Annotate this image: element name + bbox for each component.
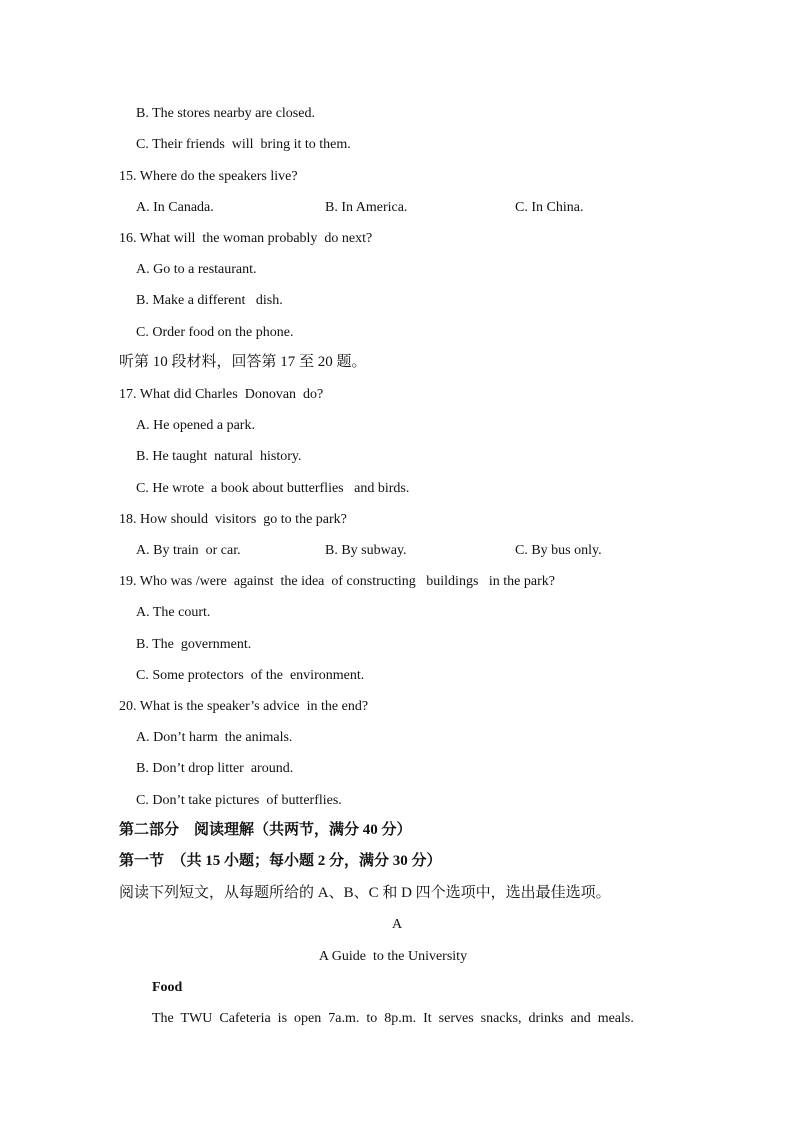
q19-stem: 19. Who was /were against the idea of constructing buildings in the park? <box>119 574 555 589</box>
q16-option-a: A. Go to a restaurant. <box>136 262 257 277</box>
section-note-10: 听第 10 段材料，回答第 17 至 20 题。 <box>119 354 367 370</box>
q19-option-b: B. The government. <box>136 637 252 652</box>
passage-title: A Guide to the University <box>318 949 468 964</box>
q17-option-c: C. He wrote a book about butterflies and birds. <box>136 481 410 496</box>
q18-stem: 18. How should visitors go to the park? <box>119 512 347 527</box>
q14-option-b: B. The stores nearby are closed. <box>136 106 315 121</box>
q16-option-b: B. Make a different dish. <box>136 293 283 308</box>
q19-option-a: A. The court. <box>136 605 211 620</box>
q15-option-c: C. In China. <box>515 200 584 215</box>
q17-option-a: A. He opened a park. <box>136 418 255 433</box>
passage-subheading: Food <box>152 980 183 995</box>
passage-letter: A <box>391 917 403 932</box>
q15-stem: 15. Where do the speakers live? <box>119 169 298 184</box>
q14-option-c: C. Their friends will bring it to them. <box>136 137 351 152</box>
q18-option-b: B. By subway. <box>325 543 407 558</box>
q18-option-c: C. By bus only. <box>515 543 602 558</box>
q16-stem: 16. What will the woman probably do next? <box>119 231 373 246</box>
q16-option-c: C. Order food on the phone. <box>136 325 294 340</box>
q20-stem: 20. What is the speaker’s advice in the end? <box>119 699 369 714</box>
q17-option-b: B. He taught natural history. <box>136 449 302 464</box>
part2-heading: 第二部分 阅读理解（共两节，满分 40 分） <box>119 822 412 838</box>
q15-option-a: A. In Canada. <box>136 200 214 215</box>
q20-option-c: C. Don’t take pictures of butterflies. <box>136 793 342 808</box>
passage-body: The TWU Cafeteria is open 7a.m. to 8p.m. It serves snacks, drinks and meals. <box>152 1011 634 1026</box>
q15-option-b: B. In America. <box>325 200 408 215</box>
q20-option-b: B. Don’t drop litter around. <box>136 761 294 776</box>
q18-option-a: A. By train or car. <box>136 543 241 558</box>
q19-option-c: C. Some protectors of the environment. <box>136 668 365 683</box>
section1-heading: 第一节 （共 15 小题；每小题 2 分，满分 30 分） <box>119 853 442 869</box>
q17-stem: 17. What did Charles Donovan do? <box>119 387 324 402</box>
reading-instructions: 阅读下列短文，从每题所给的 A、B、C 和 D 四个选项中，选出最佳选项。 <box>119 885 611 901</box>
q20-option-a: A. Don’t harm the animals. <box>136 730 293 745</box>
